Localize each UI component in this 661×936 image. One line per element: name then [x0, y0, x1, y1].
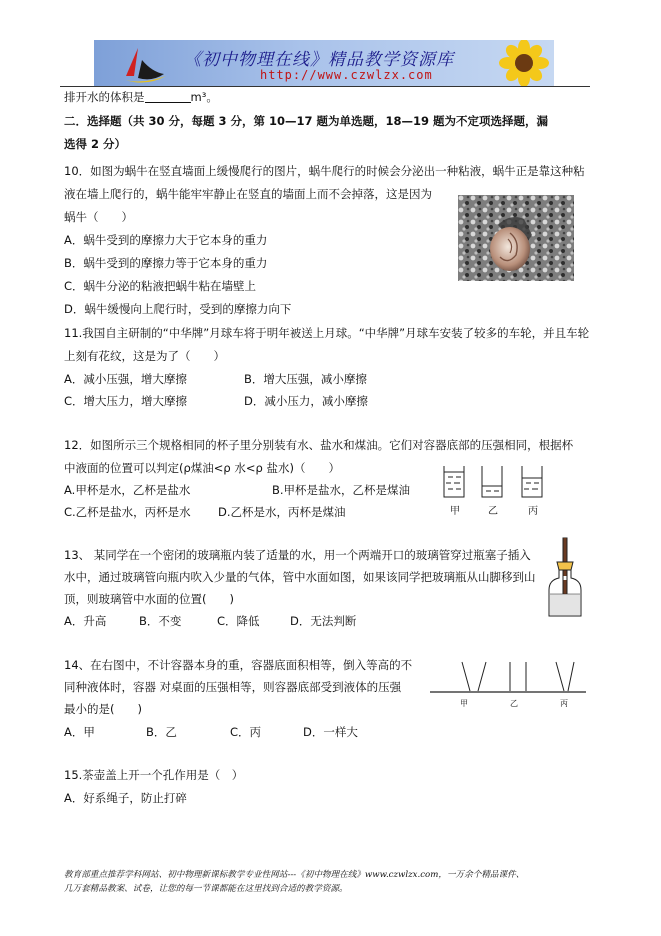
- header-banner: [94, 40, 554, 86]
- container-label-yi: 乙: [510, 699, 518, 708]
- cup-label-jia: 甲: [450, 506, 460, 517]
- cup-label-bing: 丙: [528, 506, 538, 517]
- q11-option-b[interactable]: B．增大压强，减小摩擦: [244, 372, 367, 386]
- q10-option-b[interactable]: B．蜗牛受到的摩擦力等于它本身的重力: [64, 256, 268, 270]
- header-rule: [60, 86, 590, 87]
- q11-option-a[interactable]: A．减小压强，增大摩擦: [64, 372, 187, 386]
- cup-label-yi: 乙: [488, 506, 498, 517]
- answer-blank[interactable]: [145, 92, 191, 103]
- sunflower-icon: [494, 40, 554, 86]
- q14-option-d[interactable]: D．一样大: [303, 725, 358, 739]
- three-cups-figure: [436, 462, 556, 500]
- q10-line2: 液在墙上爬行的，蜗牛能牢牢静止在竖直的墙面上而不会掉落，这是因为: [64, 187, 432, 201]
- q11-line1: 11.我国自主研制的“中华牌”月球车将于明年被送上月球。“中华牌”月球车安装了较多的车轮，并且车轮: [64, 326, 590, 340]
- q12-option-c[interactable]: C.乙杯是盐水，丙杯是水: [64, 505, 191, 519]
- section-heading-line1: 二．选择题（共 30 分，每题 3 分，第 10—17 题为单选题，18—19 题为不定项选择题，漏: [64, 114, 549, 128]
- q11-option-d[interactable]: D．减小压力，减小摩擦: [244, 394, 368, 408]
- q10-option-a[interactable]: A．蜗牛受到的摩擦力大于它本身的重力: [64, 233, 268, 247]
- q12-line2: 中液面的位置可以判定(ρ煤油<ρ 水<ρ 盐水)（ ）: [64, 461, 340, 475]
- q12-option-b[interactable]: B.甲杯是盐水，乙杯是煤油: [272, 483, 411, 497]
- q10-option-d[interactable]: D．蜗牛缓慢向上爬行时，受到的摩擦力向下: [64, 302, 292, 316]
- q10-option-c[interactable]: C．蜗牛分泌的粘液把蜗牛粘在墙壁上: [64, 279, 257, 293]
- site-logo: [108, 42, 178, 86]
- q13-line3: 顶，则玻璃管中水面的位置( ): [64, 592, 234, 606]
- q10-line1: 10．如图为蜗牛在竖直墙面上缓慢爬行的图片，蜗牛爬行的时候会分泌出一种粘液，蜗牛正是靠这种粘: [64, 164, 585, 178]
- q13-option-a[interactable]: A．升高: [64, 614, 107, 628]
- section-heading-line2: 选得 2 分）: [64, 137, 127, 151]
- q12-option-a[interactable]: A.甲杯是水，乙杯是盐水: [64, 483, 191, 497]
- q15-line1: 15.茶壶盖上开一个孔作用是（ ）: [64, 768, 244, 782]
- q11-option-c[interactable]: C．增大压力，增大摩擦: [64, 394, 188, 408]
- q14-option-c[interactable]: C．丙: [230, 725, 262, 739]
- q11-line2: 上刻有花纹，这是为了（ ）: [64, 349, 225, 363]
- q13-option-d[interactable]: D．无法判断: [290, 614, 357, 628]
- q10-line3: 蜗牛（ ）: [64, 210, 133, 224]
- q13-option-c[interactable]: C．降低: [217, 614, 260, 628]
- q14-line1: 14、在右图中，不计容器本身的重，容器底面积相等，倒入等高的不: [64, 658, 413, 672]
- container-label-jia: 甲: [460, 699, 468, 708]
- prev-question-unit: m³。: [190, 90, 218, 104]
- q12-line1: 12．如图所示三个规格相同的杯子里分别装有水、盐水和煤油。它们对容器底部的压强相同，根据杯: [64, 438, 574, 452]
- footer-line2: 几万套精品教案、试卷，让您的每一节课都能在这里找到合适的教学资源。: [64, 884, 348, 894]
- q14-line2: 同种液体时，容器 对桌面的压强相等，则容器底部受到液体的压强: [64, 680, 402, 694]
- q14-option-a[interactable]: A．甲: [64, 725, 95, 739]
- q15-option-a[interactable]: A．好系绳子，防止打碎: [64, 791, 187, 805]
- prev-question-tail: [64, 92, 218, 104]
- q14-option-b[interactable]: B．乙: [146, 725, 177, 739]
- bottle-tube-figure: [543, 536, 583, 618]
- site-url[interactable]: http://www.czwlzx.com: [260, 68, 433, 82]
- q13-line1: 13、 某同学在一个密闭的玻璃瓶内装了适量的水，用一个两端开口的玻璃管穿过瓶塞子插入: [64, 548, 531, 562]
- q12-option-d[interactable]: D.乙杯是水，丙杯是煤油: [218, 505, 346, 519]
- q13-option-b[interactable]: B．不变: [139, 614, 182, 628]
- site-title: 《初中物理在线》精品教学资源库: [184, 50, 454, 70]
- snail-photo: [458, 195, 574, 281]
- q13-line2: 水中，通过玻璃管向瓶内吹入少量的气体，管中水面如图，如果该同学把玻璃瓶从山脚移到山: [64, 570, 536, 584]
- q14-line3: 最小的是( ): [64, 702, 142, 716]
- footer-line1: 教育部重点推荐学科网站、初中物理新课标教学专业性网站---《初中物理在线》www.czwlzx.com，一万余个精品课件、: [64, 870, 525, 880]
- prev-question-text: 排开水的体积是: [64, 90, 145, 104]
- container-label-bing: 丙: [560, 699, 568, 708]
- three-containers-figure: [428, 658, 588, 698]
